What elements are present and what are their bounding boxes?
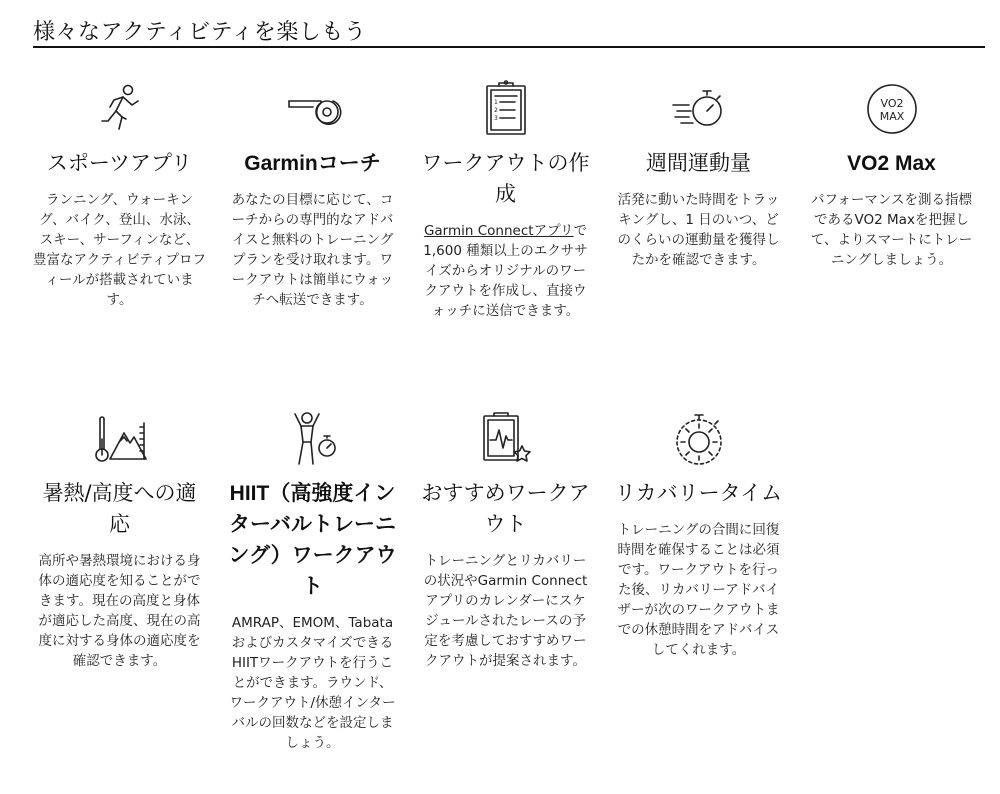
feature-card-sports-apps [23, 80, 216, 321]
feature-desc: トレーニングとリカバリーの状況やGarmin Connectアプリのカレンダーにスケジュールされたレースの予定を考慮しておすすめワークアウトが提案されます。 [423, 553, 588, 669]
feature-row-1 [23, 80, 991, 321]
feature-title: 暑熱/高度への適応 [42, 481, 197, 536]
hiit-figure-icon [285, 410, 341, 468]
feature-card-recovery-time [602, 410, 795, 753]
feature-title: おすすめワークアウト [421, 481, 590, 536]
feature-title: ワークアウトの作成 [421, 151, 590, 206]
section-title: 様々なアクティビティを楽しもう [33, 20, 367, 45]
feature-card-weekly-activity [602, 80, 795, 321]
section-header [33, 18, 985, 48]
feature-desc: 活発に動いた時間をトラッキングし、1 日のいつ、どのくらいの運動量を獲得したかを確認できます。 [617, 192, 780, 268]
feature-row-2 [23, 410, 991, 753]
feature-card-vo2max [795, 80, 988, 321]
feature-title: HIIT（高強度インターバルトレーニング）ワークアウト [228, 482, 397, 598]
feature-card-workout-creation [409, 80, 602, 321]
feature-title: スポーツアプリ [46, 151, 193, 175]
recovery-timer-icon [671, 410, 727, 468]
stopwatch-speed-icon [669, 81, 729, 137]
garmin-connect-app-link[interactable]: Garmin Connectアプリ [423, 223, 574, 239]
clipboard-icon [481, 80, 531, 138]
feature-card-heat-altitude [23, 410, 216, 753]
thermometer-mountain-icon [90, 411, 150, 467]
feature-title: 週間運動量 [646, 151, 751, 175]
runner-icon [92, 81, 148, 137]
feature-card-suggested-workouts [409, 410, 602, 753]
feature-desc: ランニング、ウォーキング、バイク、登山、水泳、スキー、サーフィンなど、豊富なアクティビティプロフィールが搭載されています。 [33, 192, 206, 308]
clipboard-star-icon [480, 410, 532, 468]
feature-desc: パフォーマンスを測る指標であるVO2 Maxを把握して、よりスマートにトレーニングしましょう。 [810, 192, 973, 268]
svg-text:MAX: MAX [879, 110, 904, 123]
svg-text:VO2: VO2 [880, 97, 903, 110]
feature-title: Garminコーチ [244, 152, 381, 175]
svg-text:3: 3 [493, 115, 498, 122]
feature-desc: あなたの目標に応じて、コーチからの専門的なアドバイスと無料のトレーニングプランを受け取れます。ワークアウトは簡単にウォッチへ転送できます。 [231, 192, 394, 308]
feature-desc: Garmin Connectアプリで1,600 種類以上のエクササイズからオリジナルのワークアウトを作成し、直接ウォッチに送信できます。 [423, 223, 588, 319]
feature-card-hiit [216, 410, 409, 753]
svg-text:2: 2 [493, 107, 498, 114]
feature-card-garmin-coach [216, 80, 409, 321]
whistle-icon [283, 81, 343, 137]
feature-title: VO2 Max [847, 152, 936, 175]
feature-desc: AMRAP、EMOM、TabataおよびカスタマイズできるHIITワークアウトを行うことができます。ラウンド、ワークアウト/休憩インターバルの回数などを設定しましょう。 [229, 615, 396, 751]
feature-desc: トレーニングの合間に回復時間を確保することは必須です。ワークアウトを行った後、リカバリーアドバイザーが次のワークアウトまでの休憩時間をアドバイスしてくれます。 [617, 522, 780, 658]
svg-text:1: 1 [493, 99, 498, 106]
feature-desc: 高所や暑熱環境における身体の適応度を知ることができます。現在の高度と身体が適応した高度、現在の高度に対する身体の適応度を確認できます。 [38, 553, 201, 669]
feature-title: リカバリータイム [614, 481, 783, 505]
vo2max-icon [864, 81, 920, 137]
